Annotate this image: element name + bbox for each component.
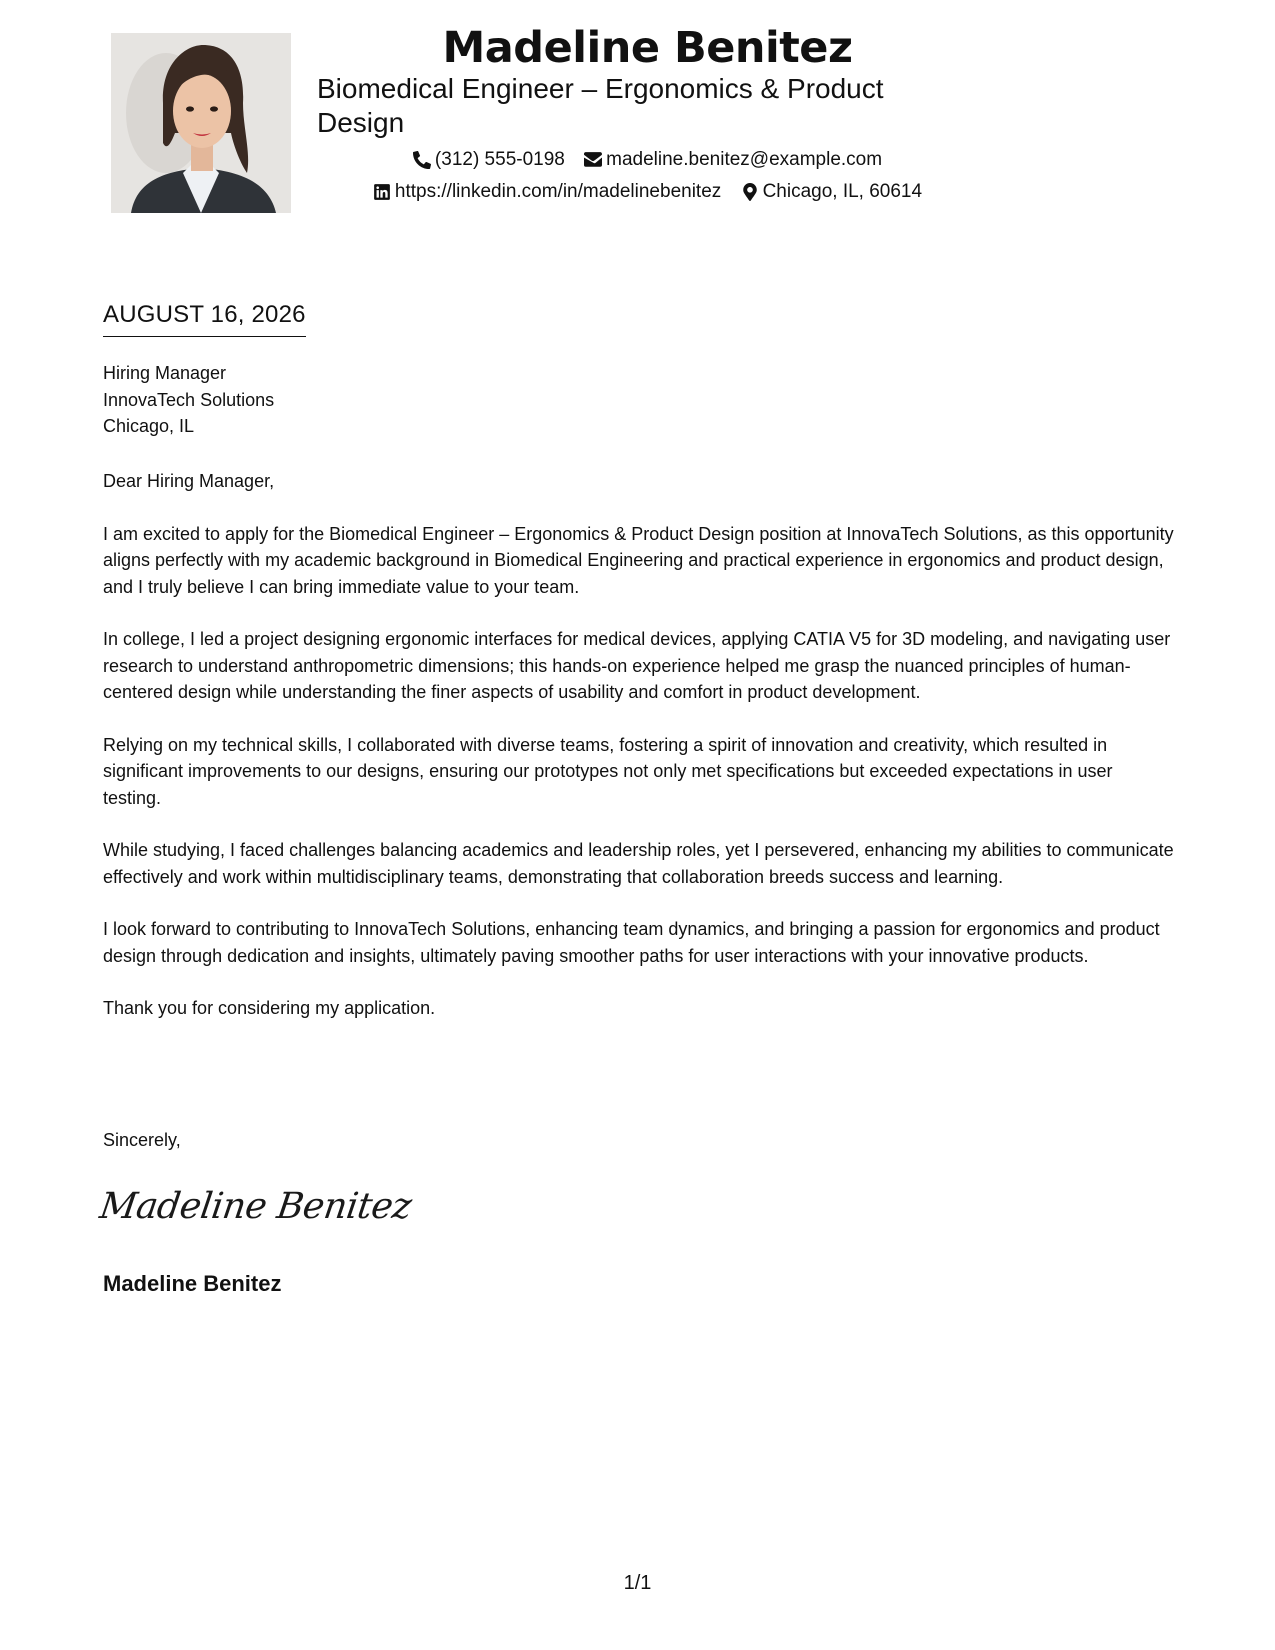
recipient-location: Chicago, IL — [103, 416, 195, 436]
paragraph-closing: I look forward to contributing to InnovaTech Solutions, enhancing team dynamics, and bringing a passion for ergonomics and product design through dedication and insights, ultimately paving smoother paths for user interactions with your innovative products. — [103, 919, 1160, 966]
page-number: 1/1 — [623, 1572, 652, 1594]
phone-icon — [413, 151, 431, 169]
applicant-name: Madeline Benitez — [442, 23, 853, 73]
contact-location — [741, 180, 923, 204]
recipient-title: Hiring Manager — [103, 363, 227, 383]
envelope-icon — [584, 151, 602, 169]
handwritten-signature: Madeline Benitez — [97, 1186, 414, 1227]
paragraph-intro: I am excited to apply for the Biomedical Engineer – Ergonomics & Product Design position at InnovaTech Solutions, as this opportunity aligns perfectly with my academic background in Biomedical Engineering and practical experience in ergonomics and product design, and I truly believe I can bring immediate value to your team. — [103, 523, 1174, 597]
location-text: Chicago, IL, 60614 — [762, 181, 923, 202]
recipient-company: InnovaTech Solutions — [103, 389, 275, 410]
salutation: Dear Hiring Manager, — [103, 471, 275, 491]
contact-linkedin[interactable] — [373, 180, 721, 204]
job-title: Biomedical Engineer – Ergonomics & Product Design — [317, 73, 884, 138]
recipient-block — [103, 360, 274, 440]
phone-text: (312) 555-0198 — [434, 149, 565, 170]
email-text: madeline.benitez@example.com — [606, 149, 883, 170]
signer-name: Madeline Benitez — [103, 1271, 282, 1296]
contact-row-primary — [300, 148, 995, 176]
contact-email[interactable] — [584, 148, 882, 172]
paragraph-collaboration: Relying on my technical skills, I collaborated with diverse teams, fostering a spirit of innovation and creativity, which resulted in significant improvements to our designs, ensuring our prototypes not only met specifications but exceeded expectations in user testing. — [103, 734, 1113, 808]
paragraph-thanks: Thank you for considering my application. — [103, 998, 436, 1018]
paragraph-challenges: While studying, I faced challenges balancing academics and leadership roles, yet I persevered, enhancing my abilities to communicate effectively and work within multidisciplinary teams, demonstrating that collaboration breeds success and learning. — [103, 840, 1174, 887]
paragraph-project: In college, I led a project designing ergonomic interfaces for medical devices, applying CATIA V5 for 3D modeling, and navigating user research to understand anthropometric dimensions; this hands-on experience helped me grasp the nuanced principles of human-centered design while understanding the finer aspects of usability and comfort in product development. — [103, 629, 1171, 702]
linkedin-text: https://linkedin.com/in/madelinebenitez — [394, 181, 722, 202]
profile-photo — [111, 33, 291, 213]
letter-date: AUGUST 16, 2026 — [103, 300, 306, 337]
letter-body — [103, 468, 1175, 1048]
valediction: Sincerely, — [103, 1130, 181, 1150]
profile-photo-image — [111, 33, 291, 213]
contact-row-secondary — [300, 180, 995, 208]
contact-phone[interactable] — [413, 148, 565, 172]
linkedin-icon — [373, 183, 391, 201]
map-pin-icon — [741, 183, 759, 201]
